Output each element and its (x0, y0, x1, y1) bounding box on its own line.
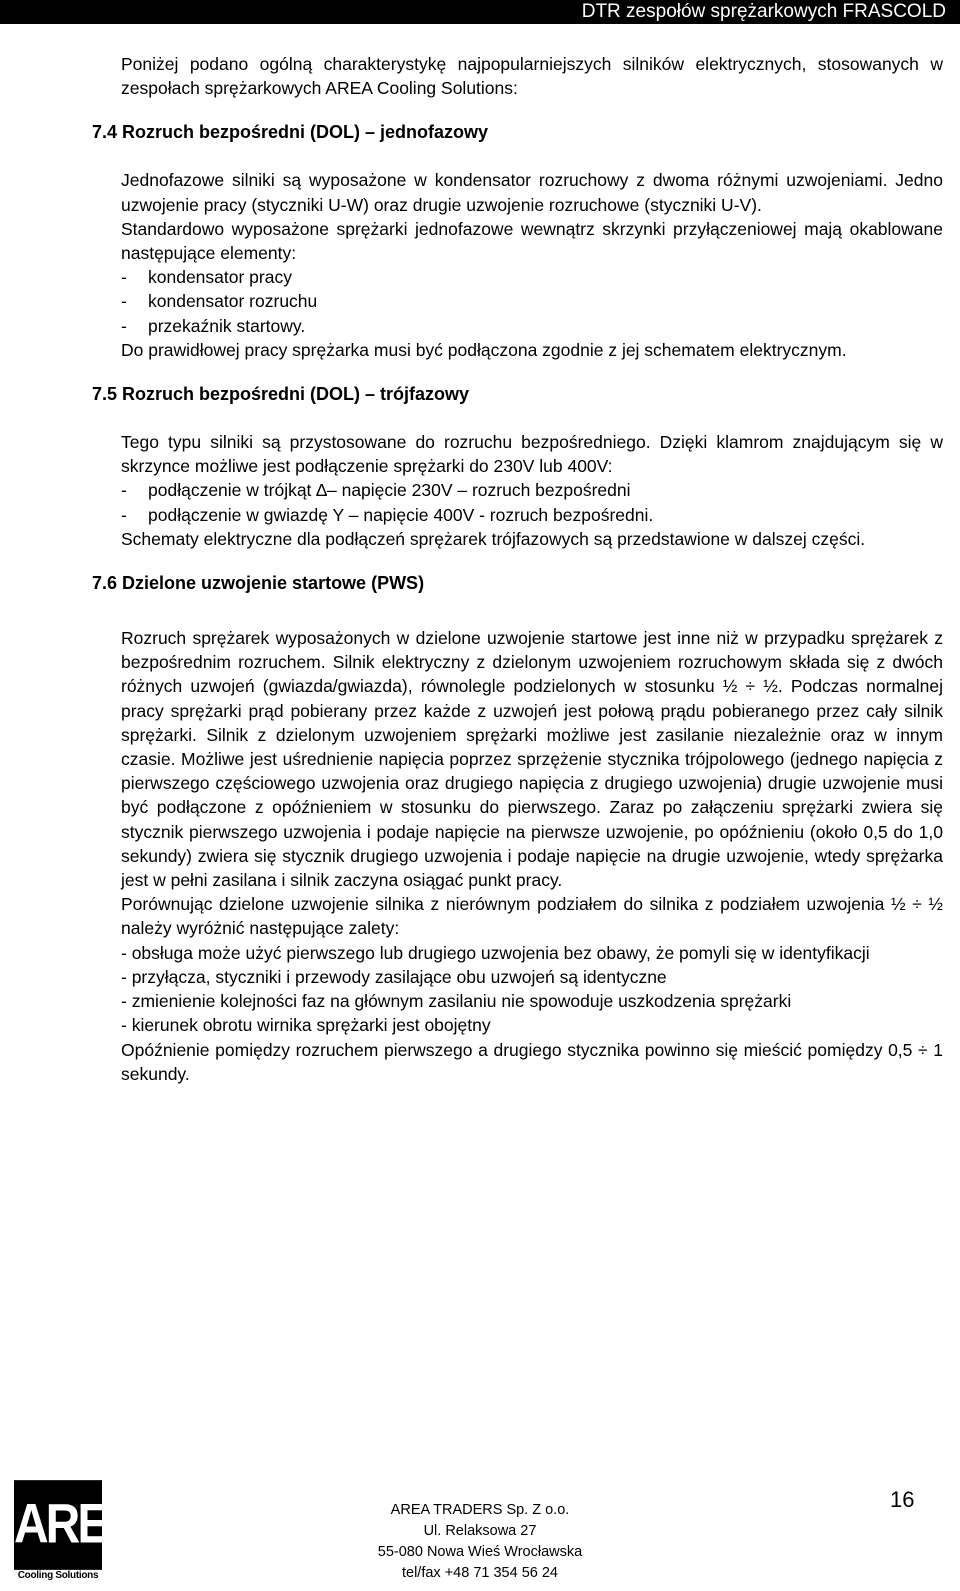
header-title: DTR zespołów sprężarkowych FRASCOLD (581, 1, 946, 22)
page-header (0, 0, 960, 24)
section-7-4-paragraph-1: Jednofazowe silniki są wyposażone w kondensator rozruchowy z dwoma różnymi uzwojeniami. Jedno uzwojenie pracy (styczniki U-W) oraz drugie uzwojenie rozruchowe (styczniki U-V). (121, 170, 943, 215)
list-item: - kondensator pracy (121, 265, 943, 289)
section-7-4-paragraph-3: Do prawidłowej pracy sprężarka musi być podłączona zgodnie z jej schematem elektrycznym. (121, 339, 847, 360)
list-item: - zmienienie kolejności faz na głównym zasilaniu nie spowoduje uszkodzenia sprężarki (121, 991, 792, 1012)
section-7-6-heading: 7.6 Dzielone uzwojenie startowe (PWS) (92, 573, 425, 594)
list-item: - kierunek obrotu wirnika sprężarki jest obojętny (121, 1015, 491, 1036)
section-7-6-paragraph-1: Rozruch sprężarek wyposażonych w dzielone uzwojenie startowe jest inne niż w przypadku sprężarek z bezpośrednim rozruchem. Silnik elektryczny z dzielonym uzwojeniem rozruchowym składa się z dwóch różnych uzwojeń (gwiazda/gwiazda), równolegle podzielonych w stosunku ½ ÷ ½. Podczas normalnej pracy sprężarki prąd pobierany przez każde z uzwojeń jest połową prądu pobieranego przez cały silnik sprężarki. Silnik z dzielonym uzwojeniem sprężarki możliwe jest zasilanie niezależnie oraz w innym czasie. Możliwe jest uśrednienie napięcia poprzez sprzężenie stycznika trójpolowego (jednego napięcia z pierwszego częściowego uzwojenia oraz drugiego napięcia z drugiego uzwojenia) drugie uzwojenie musi być podłączone z opóźnieniem w stosunku do pierwszego. Zaraz po załączeniu sprężarki zwiera się stycznik pierwszego uzwojenia i podaje napięcie na pierwsze uzwojenie, po opóźnieniu (około 0,5 do 1,0 sekundy) zwiera się stycznik drugiego uzwojenia i podaje napięcie na drugie uzwojenie, wtedy sprężarka jest w pełni zasilana i silnik zaczyna osiągać punkt pracy. (121, 628, 943, 891)
page-number: 16 (890, 1487, 915, 1512)
section-7-5-heading: 7.5 Rozruch bezpośredni (DOL) – trójfazowy (92, 384, 470, 405)
list-item: - obsługa może użyć pierwszego lub drugiego uzwojenia bez obawy, że pomyli się w identyfikacji (121, 942, 870, 963)
list-item: - podłączenie w gwiazdę Y – napięcie 400V - rozruch bezpośredni. (121, 503, 943, 527)
section-7-4-heading: 7.4 Rozruch bezpośredni (DOL) – jednofazowy (92, 122, 489, 143)
list-dash: - (121, 315, 127, 336)
list-item: - przyłącza, styczniki i przewody zasilające obu uzwojeń są identyczne (121, 966, 667, 987)
document-body (92, 52, 943, 1086)
city-address: 55-080 Nowa Wieś Wrocławska (377, 1544, 583, 1560)
logo-tagline: Cooling Solutions (17, 1570, 99, 1581)
street-address: Ul. Relaksowa 27 (423, 1523, 537, 1539)
section-7-4-paragraph-2: Standardowo wyposażone sprężarki jednofazowe wewnątrz skrzynki przyłączeniowej mają okablowane następujące elementy: (121, 218, 943, 264)
list-item: - podłączenie w trójkąt ∆– napięcie 230V – rozruch bezpośredni (121, 478, 943, 502)
list-dash: - (121, 480, 127, 501)
phone-fax: tel/fax +48 71 354 56 24 (401, 1565, 558, 1581)
logo-wordmark: AREA (14, 1480, 102, 1570)
intro-paragraph: Poniżej podano ogólną charakterystykę najpopularniejszych silników elektrycznych, stosowanych w zespołach sprężarkowych AREA Cooling Solutions: (121, 54, 943, 99)
footer-address (330, 1500, 630, 1584)
section-7-6-paragraph-3: Opóźnienie pomiędzy rozruchem pierwszego a drugiego stycznika powinno się mieścić pomiędzy 0,5 ÷ 1 sekundy. (121, 1039, 943, 1084)
list-dash: - (121, 504, 127, 525)
section-7-5-paragraph-1: Tego typu silniki są przystosowane do rozruchu bezpośredniego. Dzięki klamrom znajdującym się w skrzynce możliwe jest podłączenie sprężarki do 230V lub 400V: (121, 432, 943, 477)
company-name: AREA TRADERS Sp. Z o.o. (390, 1502, 570, 1518)
list-dash: - (121, 267, 127, 288)
area-logo (14, 1486, 139, 1586)
section-7-5-paragraph-2: Schematy elektryczne dla podłączeń sprężarek trójfazowych są przedstawione w dalszej części. (121, 528, 866, 549)
list-item: - przekaźnik startowy. (121, 314, 943, 338)
section-7-6-paragraph-2: Porównując dzielone uzwojenie silnika z nierównym podziałem do silnika z podziałem uzwojenia ½ ÷ ½ należy wyróżnić następujące zalety: (121, 894, 943, 939)
list-dash: - (121, 291, 127, 312)
list-item: - kondensator rozruchu (121, 289, 943, 313)
